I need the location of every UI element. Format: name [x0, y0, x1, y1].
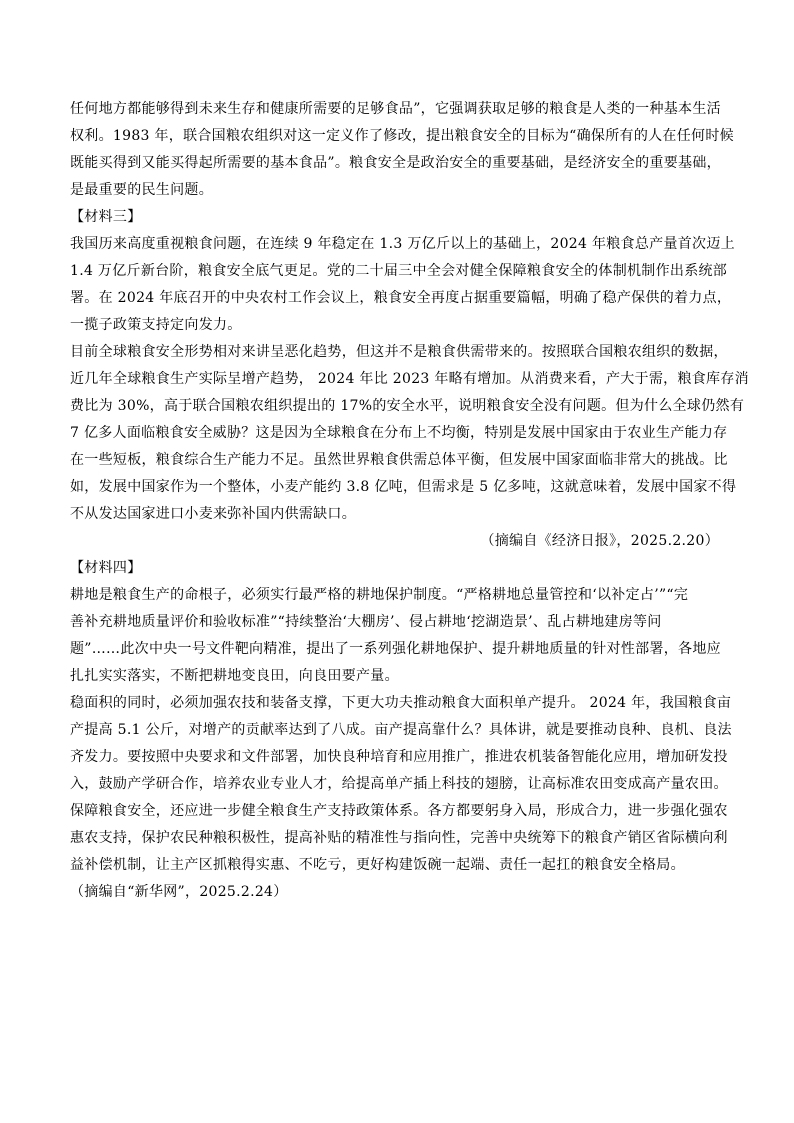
text-line: 任何地方都能够得到未来生存和健康所需要的足够食品”，它强调获取足够的粮食是人类的一种基本生活 [70, 101, 721, 117]
text-line: 题”……此次中央一号文件靶向精准，提出了一系列强化耕地保护、提升耕地质量的针对性部署，各地应 [70, 641, 721, 657]
text-line: 保障粮食安全，还应进一步健全粮食生产支持政策体系。各方都要躬身入局，形成合力，进一步强化强农 [70, 803, 728, 819]
text-line: 费比为 30%，高于联合国粮农组织提出的 17%的安全水平，说明粮食安全没有问题。但为什么全球仍然有 [70, 398, 745, 414]
text-line: 善补充耕地质量评价和验收标准”“持续整治‘大棚房’、侵占耕地‘挖湖造景’、乱占耕地建房等问 [70, 614, 662, 630]
text-line: 7 亿多人面临粮食安全威胁？这是因为全球粮食在分布上不均衡，特别是发展中国家由于农业生产能力存 [70, 425, 728, 441]
text-line: 一揽子政策支持定向发力。 [70, 317, 242, 333]
text-line: 是最重要的民生问题。 [70, 182, 213, 198]
text-line: 权利。1983 年，联合国粮农组织对这一定义作了修改，提出粮食安全的目标为“确保所有的人在任何时候 [70, 128, 734, 144]
text-line: 不从发达国家进口小麦来弥补国内供需缺口。 [70, 506, 356, 522]
text-line: 既能买得到又能买得起所需要的基本食品”。粮食安全是政治安全的重要基础，是经济安全的重要基础， [70, 155, 721, 171]
document-page [70, 96, 749, 906]
text-line: 入，鼓励产学研合作，培养农业专业人才，给提高单产插上科技的翅膀，让高标准农田变成高产量农田。 [70, 776, 728, 792]
text-line: 目前全球粮食安全形势相对来讲呈恶化趋势，但这并不是粮食供需带来的。按照联合国粮农组织的数据， [70, 344, 728, 360]
text-line: 近几年全球粮食生产实际呈增产趋势， 2024 年比 2023 年略有增加。从消费来看，产大于需，粮食库存消 [70, 371, 749, 387]
text-line: 扎扎实实落实，不断把耕地变良田，向良田要产量。 [70, 668, 399, 684]
text-line: 1.4 万亿斤新台阶，粮食安全底气更足。党的二十届三中全会对健全保障粮食安全的体制机制作出系统部 [70, 263, 728, 279]
text-line: 如，发展中国家作为一个整体，小麦产能约 3.8 亿吨，但需求是 5 亿多吨，这就意味着，发展中国家不得 [70, 479, 737, 495]
source-citation: （摘编自“新华网”，2025.2.24） [70, 884, 288, 900]
text-line: 在一些短板，粮食综合生产能力不足。虽然世界粮食供需总体平衡，但发展中国家面临非常大的挑战。比 [70, 452, 728, 468]
source-citation: （摘编自《经济日报》，2025.2.20） [480, 533, 719, 549]
text-line: 署。在 2024 年底召开的中央农村工作会议上，粮食安全再度占据重要篇幅，明确了稳产保供的着力点， [70, 290, 732, 306]
section-heading-material-4: 【材料四】 [70, 560, 142, 576]
text-line: 齐发力。要按照中央要求和文件部署，加快良种培育和应用推广，推进农机装备智能化应用，增加研发投 [70, 749, 728, 765]
section-heading-material-3: 【材料三】 [70, 209, 142, 225]
text-line: 我国历来高度重视粮食问题，在连续 9 年稳定在 1.3 万亿斤以上的基础上，2024 年粮食总产量首次迈上 [70, 236, 735, 252]
text-line: 惠农支持，保护农民种粮积极性，提高补贴的精准性与指向性，完善中央统筹下的粮食产销区省际横向利 [70, 830, 728, 846]
text-line: 益补偿机制，让主产区抓粮得实惠、不吃亏，更好构建饭碗一起端、责任一起扛的粮食安全格局。 [70, 857, 685, 873]
text-line: 耕地是粮食生产的命根子，必须实行最严格的耕地保护制度。“严格耕地总量管控和‘以补定占’”“完 [70, 587, 689, 603]
text-line: 产提高 5.1 公斤，对增产的贡献率达到了八成。亩产提高靠什么？具体讲，就是要推动良种、良机、良法 [70, 722, 732, 738]
text-line: 稳面积的同时，必须加强农技和装备支撑，下更大功夫推动粮食大面积单产提升。 2024 年，我国粮食亩 [70, 695, 732, 711]
